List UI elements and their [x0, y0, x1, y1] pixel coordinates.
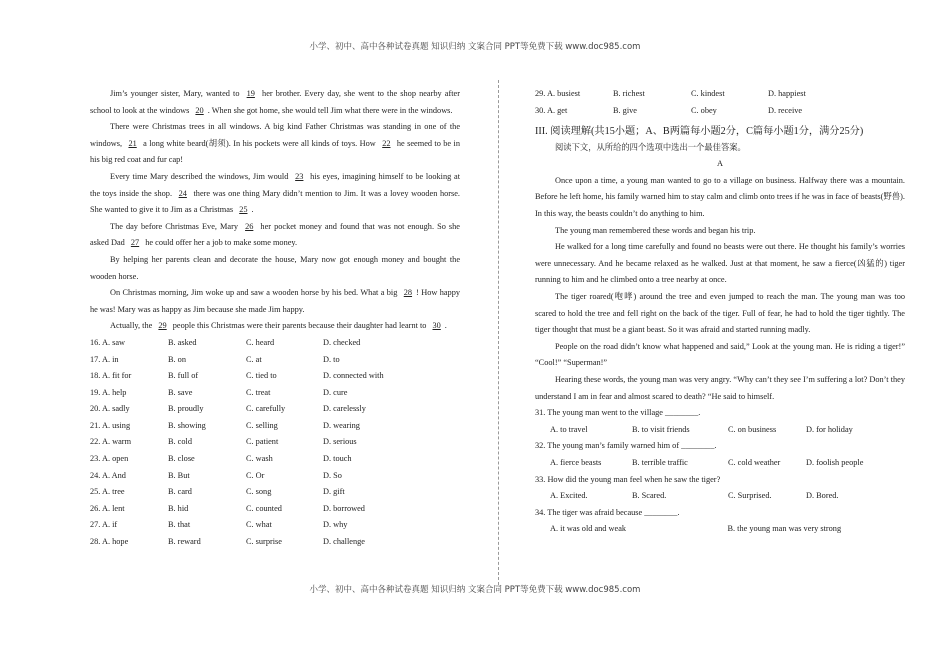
question-stem: 32. The young man’s family warned him of ________. — [535, 441, 717, 451]
option[interactable]: C. obey — [691, 105, 717, 115]
passage-paragraph: He walked for a long time carefully and found no beasts were out there. He thought his family’s worries were unnecessary. And he became relaxed as he walked. Just at that moment, he saw a fierce(凶猛的) tiger running to him and he climbed onto a tree nearby at once. — [535, 242, 905, 285]
option[interactable]: B. the young man was very strong — [727, 524, 842, 534]
passage-paragraph: The young man remembered these words and began his trip. — [555, 225, 756, 235]
option-row — [90, 517, 460, 534]
cloze-paragraph-1: Jim’s younger sister, Mary, wanted to 19 her brother. Every day, she went to the shop nearby after school to look at the windows 20 . When she got home, she would tell Jim what there were in the windows. — [90, 89, 460, 115]
cloze-paragraph-3: Every time Mary described the windows, Jim would 23 his eyes, imagining himself to be looking at the toys inside the shop. 24 there was one thing Mary didn’t mention to Jim. It was a lovey wooden horse. She wanted to give it to Jim as a Christmas 25 . — [90, 171, 460, 215]
option[interactable]: 26. A. lent — [90, 503, 125, 513]
option[interactable]: A. it was old and weak — [550, 524, 627, 534]
option[interactable]: D. wearing — [323, 420, 360, 430]
option-row — [90, 484, 460, 501]
question-options — [535, 488, 905, 505]
cloze-paragraph-7: Actually, the 29 people this Christmas were their parents because their daughter had learnt to 30 . — [110, 321, 447, 331]
option[interactable]: D. challenge — [323, 537, 365, 547]
option[interactable]: D. touch — [323, 454, 352, 464]
option[interactable]: 28. A. hope — [90, 537, 129, 547]
option[interactable]: B. reward — [168, 537, 201, 547]
right-column — [535, 86, 905, 538]
option[interactable]: C. wash — [246, 454, 273, 464]
option-row — [90, 368, 460, 385]
option[interactable]: C. heard — [246, 337, 275, 347]
option[interactable]: 18. A. fit for — [90, 371, 132, 381]
option[interactable]: 20. A. sadly — [90, 404, 130, 414]
option[interactable]: C. tied to — [246, 371, 277, 381]
instruction: 阅读下文，从所给的四个选项中选出一个最佳答案。 — [555, 142, 746, 152]
option[interactable]: B. give — [613, 105, 637, 115]
option[interactable]: D. carelessly — [323, 404, 366, 414]
option[interactable]: B. asked — [168, 337, 197, 347]
option[interactable]: B. cold — [168, 437, 192, 447]
option[interactable]: D. foolish people — [806, 457, 864, 467]
option-row — [90, 418, 460, 435]
option-row — [90, 451, 460, 468]
cloze-paragraph-5: By helping her parents clean and decorate the house, Mary now got enough money and bought the wooden horse. — [90, 254, 460, 281]
option[interactable]: D. serious — [323, 437, 357, 447]
question-stem: 31. The young man went to the village ________. — [535, 408, 701, 418]
option[interactable]: B. showing — [168, 420, 206, 430]
option[interactable]: A. to travel — [550, 424, 588, 434]
page-header: 小学、初中、高中各种试卷真题 知识归纳 文案合同 PPT等免费下载 www.doc985.com — [309, 42, 641, 52]
option-row — [90, 534, 460, 551]
question-options — [535, 455, 905, 472]
option[interactable]: B. richest — [613, 89, 645, 98]
option[interactable]: B. card — [168, 487, 192, 497]
option[interactable]: B. proudly — [168, 404, 204, 414]
option[interactable]: 19. A. help — [90, 387, 127, 397]
passage-paragraph: The tiger roared(咆哮) around the tree and even jumped to reach the man. The young man was too scared to hold the tree and fell right on the back of the tiger. Full of fear, he had to hold the tiger tightly. The tiger thought that must be a giant beast. So it was afraid and started running madly. — [535, 292, 905, 335]
question-options — [535, 422, 905, 439]
option[interactable]: 25. A. tree — [90, 487, 125, 497]
option[interactable]: C. counted — [246, 503, 282, 513]
option[interactable]: D. connected with — [323, 371, 384, 381]
question-34: 34. The tiger was afraid because ________. — [535, 507, 680, 517]
option-row — [535, 103, 905, 120]
option[interactable]: D. gift — [323, 487, 345, 497]
option[interactable]: C. treat — [246, 387, 271, 397]
option[interactable]: D. for holiday — [806, 424, 853, 434]
option[interactable]: 30. A. get — [535, 105, 568, 115]
passage-a — [535, 173, 905, 405]
option[interactable]: A. Excited. — [550, 491, 588, 501]
question-stem: 33. How did the young man feel when he saw the tiger? — [535, 474, 721, 484]
option[interactable]: D. borrowed — [323, 503, 365, 513]
option[interactable]: C. carefully — [246, 404, 286, 414]
option[interactable]: C. patient — [246, 437, 279, 447]
option-row — [535, 86, 905, 103]
option[interactable]: C. cold weather — [728, 457, 781, 467]
option[interactable]: C. what — [246, 520, 272, 530]
questions — [535, 405, 905, 505]
option-row — [90, 468, 460, 485]
option-row — [90, 335, 460, 352]
option[interactable]: D. to — [323, 354, 340, 364]
option[interactable]: C. kindest — [691, 89, 725, 98]
option[interactable]: C. on business — [728, 424, 777, 434]
option[interactable]: B. close — [168, 454, 195, 464]
column-divider — [498, 80, 499, 585]
option[interactable]: 29. A. busiest — [535, 89, 581, 98]
option[interactable]: D. receive — [768, 105, 803, 115]
passage-paragraph: Hearing these words, the young man was very angry. “Why can’t they see I’m suffering a lot? Don’t they understand I am in fear and almost scared to death? “He said to himself. — [535, 375, 905, 401]
option[interactable]: B. on — [168, 354, 186, 364]
option[interactable]: D. Bored. — [806, 491, 839, 501]
section-title: III. 阅读理解(共15小题；A、B两篇每小题2分，C篇每小题1分，满分25分) — [535, 126, 864, 138]
option[interactable]: B. terrible traffic — [632, 457, 688, 467]
option[interactable]: B. that — [168, 520, 191, 530]
option-row — [90, 401, 460, 418]
option[interactable]: 24. A. And — [90, 470, 126, 480]
option[interactable]: D. cure — [323, 387, 348, 397]
option[interactable]: D. happiest — [768, 89, 806, 98]
option[interactable]: 21. A. using — [90, 420, 131, 430]
page-footer: 小学、初中、高中各种试卷真题 知识归纳 文案合同 PPT等免费下载 www.doc985.com — [309, 585, 641, 595]
option-row — [90, 385, 460, 402]
cloze-paragraph-6: On Christmas morning, Jim woke up and saw a wooden horse by his bed. What a big 28 ! How happy he was! Mary was as happy as Jim because she made Jim happy. — [90, 288, 460, 314]
option[interactable]: 23. A. open — [90, 454, 129, 464]
option[interactable]: B. to visit friends — [632, 424, 690, 434]
passage-label: A — [717, 159, 723, 169]
passage-paragraph: Once upon a time, a young man wanted to go to a village on business. Halfway there was a mountain. Before he left home, his family warned him to stay calm and climb onto trees if he was in face of beasts(野兽). In this way, the beasts couldn’t do anything to him. — [535, 175, 905, 219]
option[interactable]: D. So — [323, 470, 342, 480]
option[interactable]: B. save — [168, 387, 193, 397]
passage-paragraph: People on the road didn’t know what happened and said,” Look at the young man. He is riding a tiger!” “Cool!” “Superman!” — [535, 341, 905, 368]
question-34-options — [535, 521, 905, 538]
option-row — [90, 434, 460, 451]
option[interactable]: C. Or — [246, 470, 265, 480]
left-column — [90, 86, 460, 551]
option[interactable]: A. fierce beasts — [550, 457, 602, 467]
option[interactable]: C. song — [246, 487, 272, 497]
option[interactable]: C. surprise — [246, 537, 282, 547]
option[interactable]: 17. A. in — [90, 354, 119, 364]
option[interactable]: 27. A. if — [90, 520, 118, 530]
cloze-paragraph-2: There were Christmas trees in all windows. A big kind Father Christmas was standing in one of the windows, 21 a long white beard(胡须). In his pockets were all kinds of toys. How 22 he seemed to be in his big red coat and fur cap! — [90, 122, 460, 165]
option-row — [90, 501, 460, 518]
option[interactable]: B. But — [168, 470, 190, 480]
option[interactable]: D. why — [323, 520, 348, 530]
option[interactable]: D. checked — [323, 337, 361, 347]
option[interactable]: B. hid — [168, 503, 189, 513]
option[interactable]: B. Scared. — [632, 491, 667, 501]
option[interactable]: C. Surprised. — [728, 491, 772, 501]
option[interactable]: B. full of — [168, 371, 199, 381]
cloze-options — [90, 335, 460, 551]
option[interactable]: 22. A. warm — [90, 437, 132, 447]
option-row — [90, 352, 460, 369]
cloze-options-continued — [535, 86, 905, 119]
cloze-paragraph-4: The day before Christmas Eve, Mary 26 her pocket money and found that was not enough. So she asked Dad 27 he could offer her a job to make some money. — [90, 221, 460, 248]
option[interactable]: C. at — [246, 354, 262, 364]
option[interactable]: C. selling — [246, 420, 278, 430]
option[interactable]: 16. A. saw — [90, 337, 126, 347]
